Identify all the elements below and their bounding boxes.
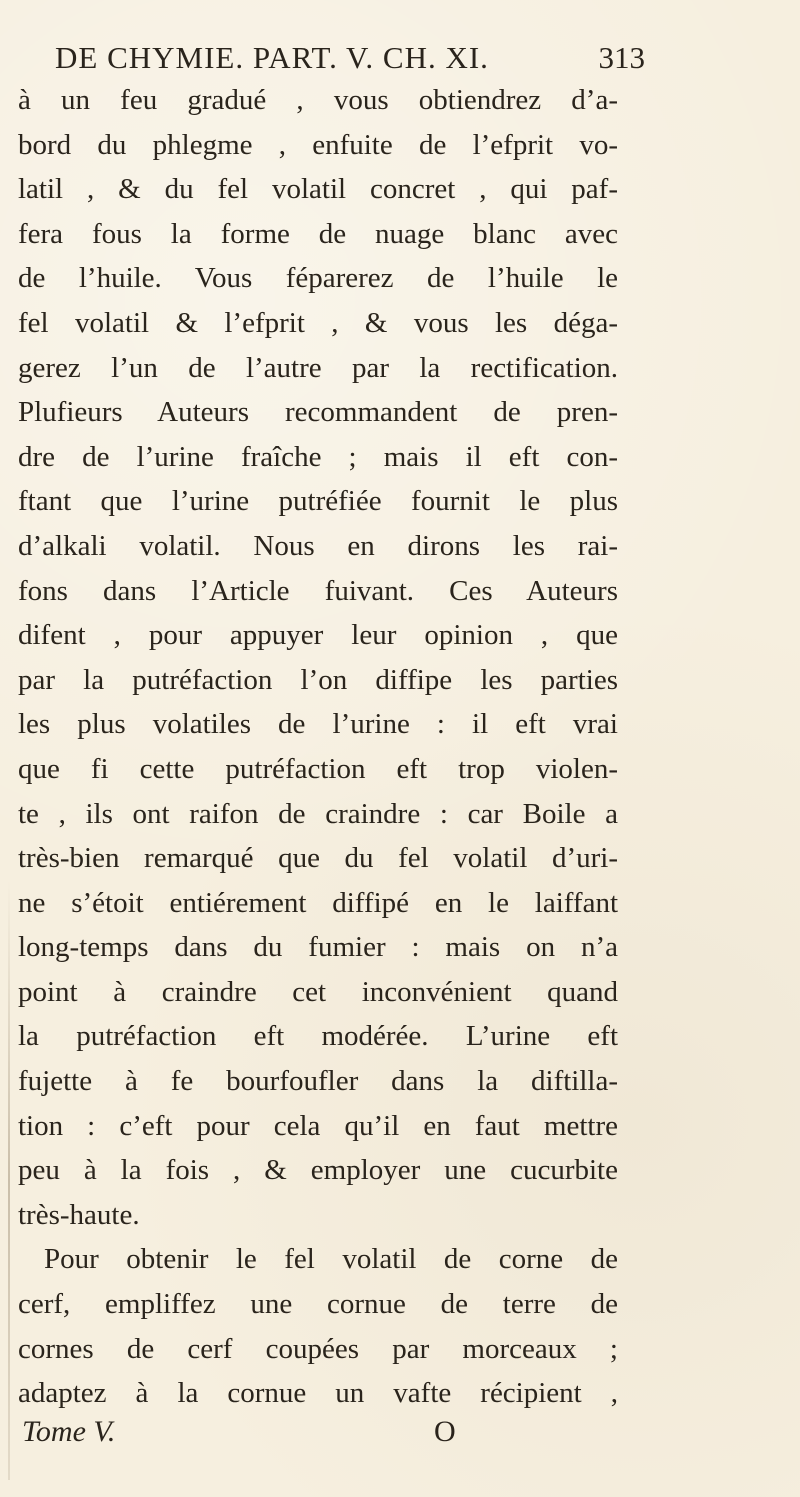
text-line: dre de l’urine fraîche ; mais il eft con- [18, 440, 618, 473]
text-line: par la putréfaction l’on diffipe les parties [18, 663, 618, 696]
text-line: les plus volatiles de l’urine : il eft vrai [18, 708, 618, 741]
text-line: bord du phlegme , enfuite de l’efprit vo- [18, 128, 618, 161]
text-line: Plufieurs Auteurs recommandent de pren- [18, 396, 618, 429]
volume-mark: Tome V. [22, 1415, 116, 1448]
text-line: très-haute. [18, 1198, 140, 1231]
running-head: DE CHYMIE. PART. V. CH. XI. [55, 40, 489, 75]
text-line: fons dans l’Article fuivant. Ces Auteurs [18, 574, 618, 607]
text-line: adaptez à la cornue un vafte récipient , [18, 1377, 618, 1410]
text-line: très-bien remarqué que du fel volatil d’uri- [18, 842, 618, 875]
page-number: 313 [598, 40, 645, 75]
text-line: à un feu gradué , vous obtiendrez d’a- [18, 84, 618, 116]
text-line: fel volatil & l’efprit , & vous les déga- [18, 306, 618, 339]
signature-mark: O [434, 1415, 456, 1448]
text-line: ftant que l’urine putréfiée fournit le plus [18, 485, 618, 518]
text-line: latil , & du fel volatil concret , qui paf- [18, 173, 618, 206]
text-line: cornes de cerf coupées par morceaux ; [18, 1332, 618, 1365]
text-line: tion : c’eft pour cela qu’il en faut mettre [18, 1109, 618, 1142]
text-line: la putréfaction eft modérée. L’urine eft [18, 1020, 618, 1053]
text-line: Pour obtenir le fel volatil de corne de [44, 1243, 618, 1276]
text-line: te , ils ont raifon de craindre : car Boile a [18, 797, 618, 830]
text-line: cerf, empliffez une cornue de terre de [18, 1288, 618, 1321]
body-text [18, 78, 618, 1416]
text-line: ne s’étoit entiérement diffipé en le laiffant [18, 886, 618, 919]
text-line: fujette à fe bourfoufler dans la diftilla- [18, 1065, 618, 1098]
page-footer [22, 1415, 622, 1465]
text-line: d’alkali volatil. Nous en dirons les rai- [18, 529, 618, 562]
text-line: que fi cette putréfaction eft trop violen- [18, 752, 618, 785]
page-edge-shadow [8, 880, 10, 1480]
text-line: gerez l’un de l’autre par la rectification. [18, 351, 618, 384]
text-line: long-temps dans du fumier : mais on n’a [18, 931, 618, 964]
text-line: difent , pour appuyer leur opinion , que [18, 619, 618, 652]
text-line: point à craindre cet inconvénient quand [18, 975, 618, 1008]
text-line: de l’huile. Vous féparerez de l’huile le [18, 262, 618, 295]
text-line: peu à la fois , & employer une cucurbite [18, 1154, 618, 1187]
text-line: fera fous la forme de nuage blanc avec [18, 217, 618, 250]
